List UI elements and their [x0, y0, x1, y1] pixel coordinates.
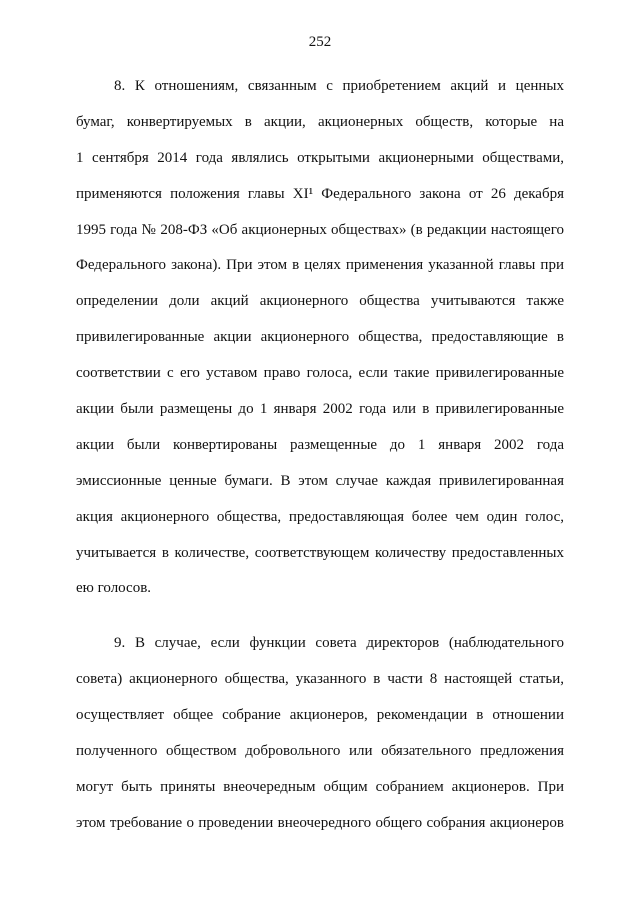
text-line: полученного обществом добровольного или обязательного предложения — [76, 743, 564, 760]
text-line: 1 сентября 2014 года являлись открытыми акционерными обществами, — [76, 149, 564, 166]
text-line: учитывается в количестве, соответствующем количеству предоставленных — [76, 544, 564, 561]
text-line: этом требование о проведении внеочередного общего собрания акционеров — [76, 814, 564, 831]
text-line: акции были размещены до 1 января 2002 года или в привилегированные — [76, 401, 564, 418]
text-line: акция акционерного общества, предоставляющая более чем один голос, — [76, 508, 564, 525]
paragraph-spacer — [76, 607, 564, 626]
text-line: акции были конвертированы размещенные до 1 января 2002 года — [76, 436, 564, 453]
text-line: бумаг, конвертируемых в акции, акционерных обществ, которые на — [76, 113, 564, 130]
paragraph-8 — [76, 69, 564, 607]
text-line: совета) акционерного общества, указанного в части 8 настоящей статьи, — [76, 671, 564, 688]
page-number: 252 — [308, 34, 332, 50]
text-line: 1995 года № 208-ФЗ «Об акционерных обществах» (в редакции настоящего — [76, 221, 564, 238]
text-line: определении доли акций акционерного общества учитываются также — [76, 293, 564, 310]
text-line: применяются положения главы XI¹ Федерального закона от 26 декабря — [76, 185, 564, 202]
document-body — [76, 69, 564, 842]
text-line: Федерального закона). При этом в целях применения указанной главы при — [76, 257, 564, 274]
text-line: ею голосов. — [76, 580, 152, 597]
text-line: могут быть приняты внеочередным общим собранием акционеров. При — [76, 778, 564, 795]
text-line: эмиссионные ценные бумаги. В этом случае каждая привилегированная — [76, 472, 564, 489]
paragraph-9 — [76, 626, 564, 841]
text-line: осуществляет общее собрание акционеров, рекомендации в отношении — [76, 707, 564, 724]
text-line: 8. К отношениям, связанным с приобретением акций и ценных — [114, 78, 564, 94]
text-line: привилегированные акции акционерного общества, предоставляющие в — [76, 329, 564, 346]
text-line: 9. В случае, если функции совета директоров (наблюдательного — [114, 635, 564, 652]
text-line: соответствии с его уставом право голоса, если такие привилегированные — [76, 365, 564, 382]
